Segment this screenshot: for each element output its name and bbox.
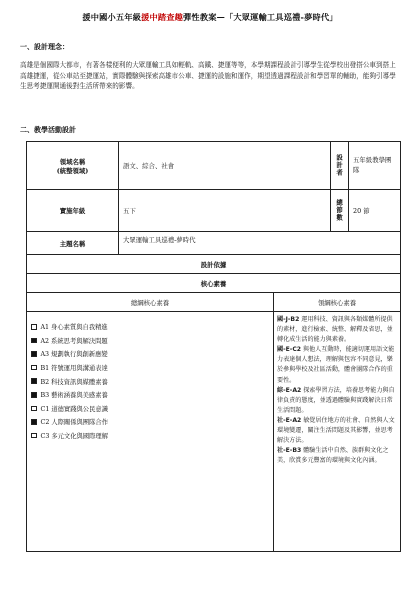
core-item xyxy=(31,388,269,402)
periods-label: 總節數 xyxy=(335,199,344,222)
domain-core-text: 與他人互動時，能適切運用語文能力表達個人想法，理解與包容不同意見，樂於參與學校及社區活動，體會團隊合作的重要性。 xyxy=(277,346,395,384)
domain-core-code: 國-J-B2 xyxy=(277,316,300,323)
core-item-label: C1 道德實踐與公民意識 xyxy=(40,405,108,413)
general-core-header: 總綱核心素養 xyxy=(27,293,274,312)
domain-core-entry xyxy=(277,446,396,466)
domain-core-header: 領綱核心素養 xyxy=(274,293,401,312)
design-philosophy-text: 高雄是個國際大都市，有著各樣便利的大眾運輸工具如輕軌、高鐵、捷運等等，本學期課程設計引導學生從學校出發搭公車到搭上高雄捷運，從公車站至捷運站，實際體驗與探索高雄市公車、捷運的設施和運作，期望透過課程設計和學習單的輔助，能夠引導學生思考捷運開通後對生活所帶來的影響。 xyxy=(20,61,396,91)
section-heading-activity-design: 二、教學活動設計 xyxy=(20,125,76,134)
domain-core-code: 綜-E-A2 xyxy=(277,386,302,394)
core-competency-header: 核心素養 xyxy=(27,274,401,293)
domain-sublabel: (統整領域) xyxy=(56,166,89,175)
periods-label-cell xyxy=(331,190,349,232)
core-item-label: B2 科技資訊與媒體素養 xyxy=(40,378,108,386)
domain-core-code: 社-E-B3 xyxy=(277,447,302,455)
checked-box-icon[interactable] xyxy=(31,378,37,384)
periods-value: 20 節 xyxy=(349,190,401,232)
core-item-label: A1 身心素質與自我精進 xyxy=(40,324,108,332)
title-prefix: 援中國小五年級 xyxy=(82,12,142,22)
domain-core-code: 社-E-A2 xyxy=(277,416,302,424)
core-item xyxy=(31,334,269,348)
domain-core-text: 探索學習方法，培養思考能力與自律負責的態度，並透過體驗與實踐解決日常生活問題。 xyxy=(277,386,395,414)
checked-box-icon[interactable] xyxy=(31,392,37,398)
core-item xyxy=(31,374,269,388)
domain-core-text: 敏覺居住地方的社會、自然與人文環境變遷，關注生活問題及其影響，並思考解決方法。 xyxy=(277,416,395,445)
core-item xyxy=(31,429,269,443)
core-item-label: B1 符號運用與溝通表達 xyxy=(40,365,108,373)
domain-core-code: 國-E-C2 xyxy=(277,346,302,354)
core-item xyxy=(31,347,269,361)
core-item-label: A3 規劃執行與創新應變 xyxy=(40,351,108,359)
domain-core-entry xyxy=(277,345,396,385)
theme-value: 大眾運輸工具巡禮-夢時代 xyxy=(119,232,401,255)
title-suffix: 彈性教案—「大眾運輸工具巡禮-夢時代」 xyxy=(183,12,338,22)
section-heading-design-philosophy: 一、設計理念： xyxy=(20,42,69,51)
core-item-label: A2 系統思考與解決問題 xyxy=(40,337,108,345)
domain-label-cell xyxy=(27,142,119,190)
core-item-label: B3 藝術涵養與美感素養 xyxy=(40,392,108,400)
lesson-plan-table xyxy=(26,141,401,552)
unchecked-box-icon[interactable] xyxy=(31,406,37,412)
theme-label: 主題名稱 xyxy=(27,232,119,255)
domain-core-entries xyxy=(277,315,396,466)
domain-core-entry xyxy=(277,416,396,446)
unchecked-box-icon[interactable] xyxy=(31,324,37,330)
core-checklist xyxy=(31,320,269,442)
core-item xyxy=(31,320,269,334)
designer-label: 設計者 xyxy=(335,154,344,177)
domain-core-text: 體驗生活中自然、族群與文化之美，欣賞多元豐富的環境與文化內涵。 xyxy=(277,447,389,465)
unchecked-box-icon[interactable] xyxy=(31,433,37,439)
unchecked-box-icon[interactable] xyxy=(31,365,37,371)
designer-label-cell xyxy=(331,142,349,190)
core-item xyxy=(31,361,269,375)
domain-core-list xyxy=(274,312,401,552)
title-highlight: 援中踏查趣 xyxy=(141,12,184,22)
core-item xyxy=(31,402,269,416)
domain-value: 語文、綜合、社會 xyxy=(119,142,331,190)
checked-box-icon[interactable] xyxy=(31,351,37,357)
core-item-label: C2 人際關係與團隊合作 xyxy=(40,419,108,427)
general-core-list xyxy=(27,312,274,552)
grade-label: 實施年級 xyxy=(27,190,119,232)
domain-core-entry xyxy=(277,315,396,345)
grade-value: 五下 xyxy=(119,190,331,232)
core-item xyxy=(31,415,269,429)
domain-core-text: 運用科技、資訊與各類媒體所提供的素材，進行檢索、統整、解釋及省思，並轉化成生活的能力與素養。 xyxy=(277,316,393,344)
domain-label: 領域名稱 xyxy=(59,157,86,166)
document-title xyxy=(0,12,420,23)
domain-core-entry xyxy=(277,386,396,416)
checked-box-icon[interactable] xyxy=(31,338,37,344)
core-item-label: C3 多元文化與國際理解 xyxy=(40,433,108,441)
designer-value: 五年級教學團隊 xyxy=(349,142,401,190)
checked-box-icon[interactable] xyxy=(31,419,37,425)
design-basis-header: 設計依據 xyxy=(27,255,401,274)
